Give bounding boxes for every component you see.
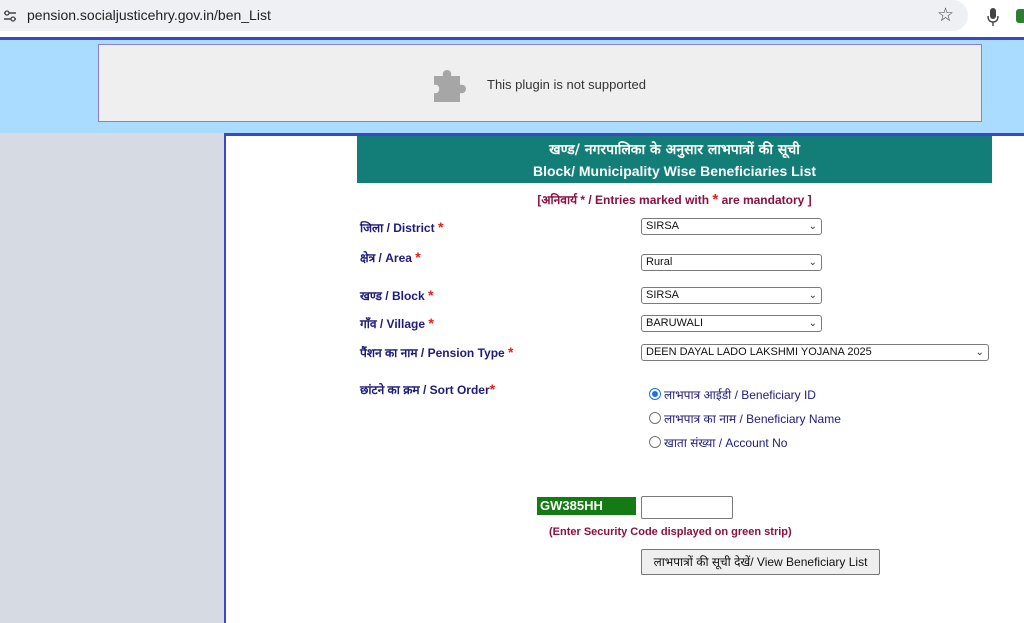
pension-type-label-text: पैंशन का नाम / Pension Type [360, 346, 505, 360]
block-label-text: खण्ड / Block [360, 289, 425, 303]
page-title-english: Block/ Municipality Wise Beneficiaries List [532, 163, 817, 179]
chevron-down-icon: ⌄ [975, 347, 984, 358]
district-select[interactable] [641, 218, 822, 235]
page-title-box [357, 136, 992, 183]
area-label [360, 249, 421, 266]
village-label [360, 315, 434, 332]
mandatory-note [357, 191, 992, 208]
area-label-text: क्षेत्र / Area [360, 251, 412, 265]
plugin-message: This plugin is not supported [487, 77, 646, 92]
header-banner [0, 37, 1024, 136]
block-select[interactable] [641, 287, 822, 304]
mandatory-note-prefix: [अनिवार्य * / Entries marked with [537, 193, 713, 207]
village-select-value: BARUWALI [646, 317, 704, 329]
block-label [360, 287, 433, 304]
browser-toolbar [0, 0, 1024, 34]
security-code-input[interactable] [641, 496, 733, 519]
extension-icon[interactable] [1016, 9, 1024, 23]
security-code-hint: (Enter Security Code displayed on green strip) [549, 526, 792, 538]
district-label [360, 219, 443, 236]
sort-order-label-text: छांटने का क्रम / Sort Order [360, 383, 490, 397]
sort-option-beneficiary-name[interactable] [649, 410, 841, 427]
district-label-text: जिला / District [360, 221, 435, 235]
required-star: * [428, 315, 434, 331]
site-settings-icon[interactable] [3, 9, 17, 23]
puzzle-piece-icon [430, 64, 472, 104]
bookmark-star-icon[interactable]: ☆ [937, 4, 955, 26]
required-star: * [427, 287, 434, 303]
url-text[interactable]: pension.socialjusticehry.gov.in/ben_List [27, 7, 271, 23]
village-select[interactable] [641, 315, 822, 332]
microphone-icon[interactable] [986, 7, 1000, 27]
chevron-down-icon: ⌄ [808, 221, 817, 232]
area-select-value: Rural [646, 256, 673, 268]
page-title-hindi: खण्ड/ नगरपालिका के अनुसार लाभपात्रों की सूची [549, 142, 800, 158]
pension-type-select[interactable] [641, 344, 989, 361]
sort-option-account-no[interactable] [649, 434, 787, 451]
radio-button[interactable] [649, 412, 661, 424]
sidebar-divider [224, 133, 226, 623]
pension-type-label [360, 344, 514, 361]
chevron-down-icon: ⌄ [808, 290, 817, 301]
pension-type-select-value: DEEN DAYAL LADO LAKSHMI YOJANA 2025 [646, 346, 872, 358]
radio-button[interactable] [649, 436, 661, 448]
view-beneficiary-list-button[interactable]: लाभपात्रों की सूची देखें/ View Beneficiary List [641, 549, 880, 575]
mandatory-note-suffix: are mandatory ] [718, 193, 812, 207]
sort-option-label: लाभपात्र का नाम / Beneficiary Name [664, 412, 841, 426]
required-star: * [508, 344, 514, 360]
district-select-value: SIRSA [646, 220, 680, 232]
plugin-placeholder [98, 44, 982, 122]
required-star: * [712, 191, 719, 208]
left-sidebar [0, 133, 224, 623]
required-star: * [489, 381, 496, 397]
sort-option-label: खाता संख्या / Account No [664, 436, 788, 450]
sort-order-label [360, 381, 495, 398]
sort-option-beneficiary-id[interactable] [649, 386, 816, 403]
sort-option-label: लाभपात्र आईडी / Beneficiary ID [664, 388, 816, 402]
radio-button-selected[interactable] [649, 388, 661, 400]
village-label-text: गाँव / Village [360, 317, 426, 331]
required-star: * [415, 249, 421, 265]
security-code-strip: GW385HH [537, 497, 636, 515]
required-star: * [437, 219, 444, 235]
chevron-down-icon: ⌄ [808, 318, 817, 329]
area-select[interactable] [641, 254, 822, 271]
block-select-value: SIRSA [646, 289, 680, 301]
chevron-down-icon: ⌄ [808, 257, 817, 268]
